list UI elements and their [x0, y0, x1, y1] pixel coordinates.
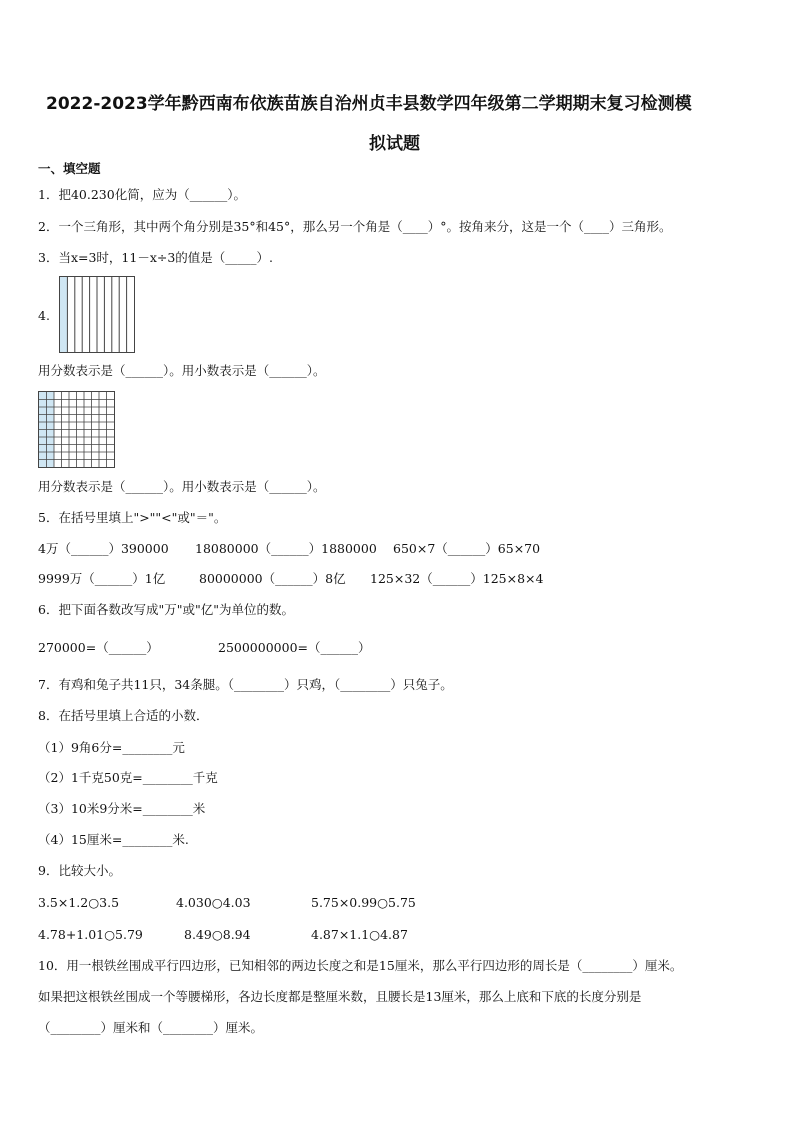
q8-item4: （4）15厘米=________米.: [38, 832, 189, 847]
question-2: 2．一个三角形，其中两个角分别是35°和45°，那么另一个角是（____）°。按角来分，这是一个（____）三角形。: [38, 219, 672, 234]
page-title: 2022-2023学年黔西南布依族苗族自治州贞丰县数学四年级第二学期期末复习检测模: [46, 94, 692, 114]
shaded-column: [60, 277, 67, 352]
hundred-grid-figure: [39, 392, 114, 467]
question-4-answer-2: 用分数表示是（______）。用小数表示是（______）。: [38, 479, 326, 494]
q6-item2: 2500000000=（______）: [218, 640, 371, 655]
q5-row2-item2: 80000000（______）8亿: [199, 571, 346, 586]
q9-row1-item3: 5.75×0.99○5.75: [311, 895, 416, 910]
q9-row2-item1: 4.78+1.01○5.79: [38, 927, 143, 942]
fraction-grid-hundred: [38, 391, 115, 468]
q5-row1-item3: 650×7（______）65×70: [393, 541, 541, 556]
question-1: 1．把40.230化简，应为（______）。: [38, 187, 246, 202]
q9-row1-item1: 3.5×1.2○3.5: [38, 895, 120, 910]
q5-row1-item1: 4万（______）390000: [38, 541, 169, 556]
question-10-line3: （________）厘米和（________）厘米。: [38, 1020, 264, 1035]
column-grid-figure: [60, 277, 134, 352]
question-10-line1: 10．用一根铁丝围成平行四边形，已知相邻的两边长度之和是15厘米，那么平行四边形的周长是（________）厘米。: [38, 958, 683, 973]
grid-lines: [67, 277, 126, 352]
question-5: 5．在括号里填上">""<"或"＝"。: [38, 510, 227, 525]
q9-row2-item3: 4.87×1.1○4.87: [311, 927, 408, 942]
q6-item1: 270000=（______）: [38, 640, 159, 655]
question-8: 8．在括号里填上合适的小数．: [38, 708, 209, 723]
question-6: 6．把下面各数改写成"万"或"亿"为单位的数。: [38, 602, 294, 617]
question-4-label: 4.: [38, 308, 50, 323]
question-10-line2: 如果把这根铁丝围成一个等腰梯形，各边长度都是整厘米数，且腰长是13厘米，那么上底和下底的长度分别是: [38, 989, 642, 1004]
q8-item2: （2）1千克50克=________千克: [38, 770, 218, 785]
question-7: 7．有鸡和兔子共11只，34条腿。（________）只鸡，（________）只兔子。: [38, 677, 453, 692]
question-3: 3．当x=3时，11－x÷3的值是（_____）.: [38, 250, 274, 265]
question-4-answer-1: 用分数表示是（______）。用小数表示是（______）。: [38, 363, 326, 378]
section-heading: 一、填空题: [38, 161, 101, 176]
page-title-line2: 拟试题: [369, 134, 420, 154]
question-9: 9．比较大小。: [38, 863, 121, 878]
q8-item1: （1）9角6分=________元: [38, 740, 185, 755]
q9-row1-item2: 4.030○4.03: [176, 895, 251, 910]
q5-row2-item3: 125×32（______）125×8×4: [370, 571, 544, 586]
q8-item3: （3）10米9分米=________米: [38, 801, 206, 816]
q9-row2-item2: 8.49○8.94: [184, 927, 251, 942]
q5-row1-item2: 18080000（______）1880000: [195, 541, 377, 556]
fraction-grid-columns: [59, 276, 135, 353]
q5-row2-item1: 9999万（______）1亿: [38, 571, 166, 586]
